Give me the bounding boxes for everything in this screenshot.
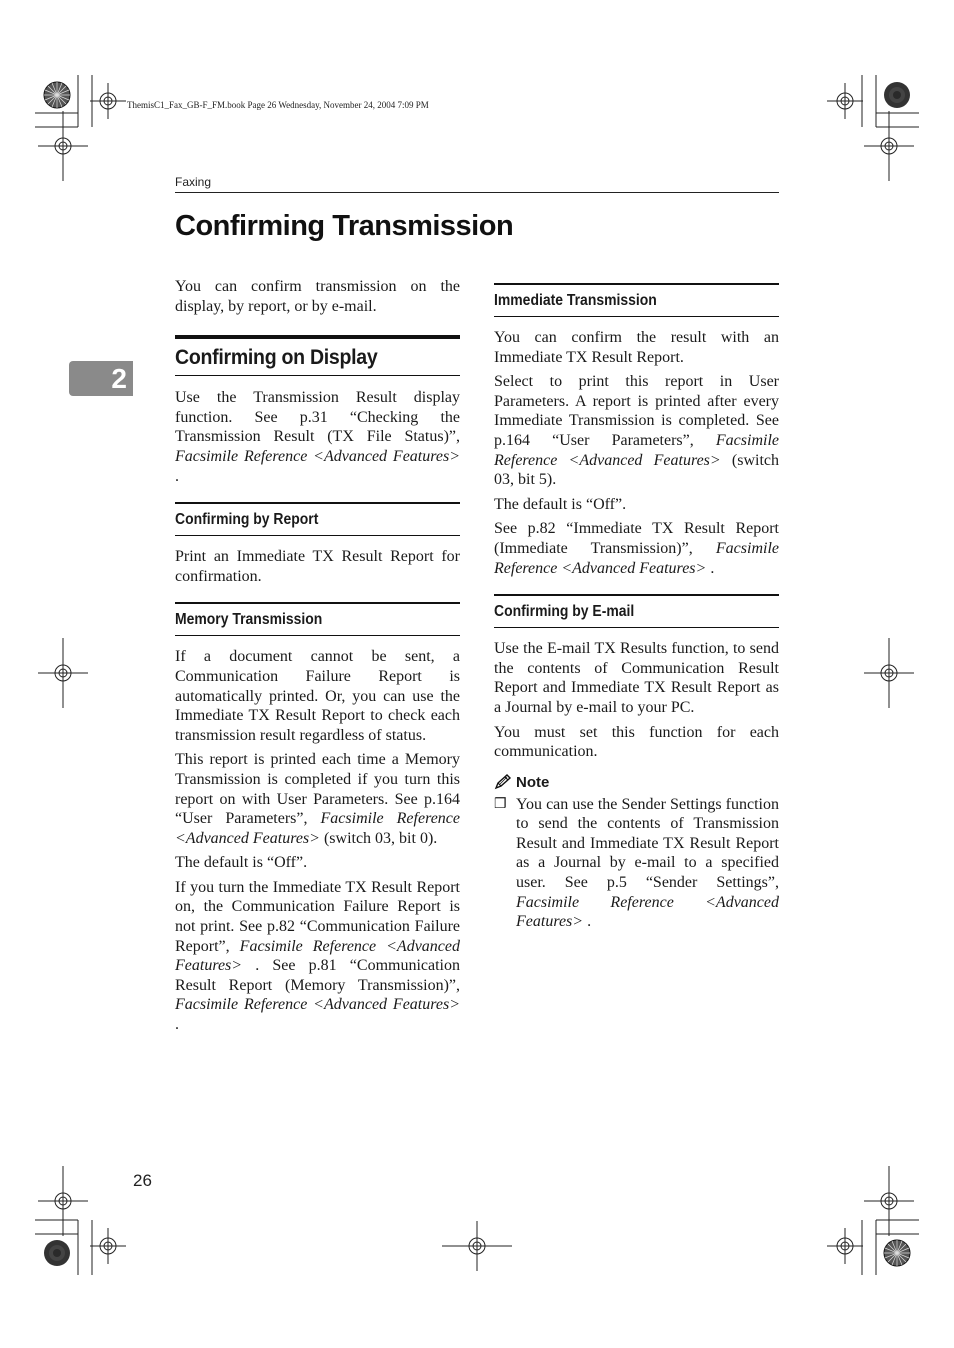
memory-paragraph-3: The default is “Off”. <box>175 854 308 872</box>
subsection-heading-immediate <box>494 283 779 317</box>
memory-paragraph-4: If you turn the Immediate TX Result Report on, the Communication Failure Report is not print. See p.82 “Communication Failure Report”, Facsimile Reference <Advanced Features> . See p.81 “Communication Result Report (Memory Transmission)”, Facsimile Reference <Advanced Features> . <box>175 878 461 1034</box>
print-info: ThemisC1_Fax_GB-F_FM.book Page 26 Wednesday, November 24, 2004 7:09 PM <box>127 100 429 110</box>
heading-confirming-by-email: Confirming by E-mail <box>494 603 635 621</box>
intro-paragraph: You can confirm transmission on the display, by report, or by e-mail. <box>175 278 460 315</box>
subsection-heading-memory <box>175 602 460 636</box>
left-column <box>175 277 460 1040</box>
reference-link: Facsimile Reference <Advanced Features> <box>175 810 460 847</box>
checkbox-bullet-icon: ❒ <box>494 796 507 812</box>
header-rule <box>175 192 779 193</box>
immediate-paragraph-1: You can confirm the result with an Immediate TX Result Report. <box>494 329 779 366</box>
subsection-heading-report <box>175 502 460 536</box>
pencil-icon <box>494 774 512 790</box>
report-paragraph: Print an Immediate TX Result Report for confirmation. <box>175 548 460 585</box>
heading-memory-transmission: Memory Transmission <box>175 611 323 629</box>
chapter-number: 2 <box>111 363 127 394</box>
reference-link: Facsimile Reference <Advanced Features> <box>516 893 779 931</box>
heading-immediate-transmission: Immediate Transmission <box>494 292 657 309</box>
immediate-paragraph-2: Select to print this report in User Parameters. A report is printed after every Immediate Transmission is completed. See p.164 “User Parameters”, Facsimile Reference <Advanced Features> (switch 03, bit 5). <box>494 373 779 489</box>
email-paragraph-2: You must set this function for each communication. <box>494 723 779 761</box>
chapter-tab <box>69 361 133 396</box>
email-paragraph-1: Use the E-mail TX Results function, to send the contents of Communication Result Report and Immediate TX Result Report as a Journal by e-mail to your PC. <box>494 640 779 716</box>
section-heading-display <box>175 335 460 376</box>
memory-paragraph-1: If a document cannot be sent, a Communication Failure Report is automatically printed. Or, you can use the Immediate TX Result Report to check each transmission result regardless of status. <box>175 648 460 744</box>
subsection-heading-email <box>494 594 779 628</box>
reference-link: Facsimile Reference <Advanced Features> <box>175 996 460 1014</box>
page-number: 26 <box>133 1171 152 1190</box>
note-item <box>494 795 779 937</box>
note-heading <box>494 774 779 791</box>
immediate-paragraph-3: The default is “Off”. <box>494 495 627 513</box>
memory-paragraph-2: This report is printed each time a Memory Transmission is completed if you turn this report on with User Parameters. See p.164 “User Parameters”, Facsimile Reference <Advanced Features> (switch 03, bit 0). <box>175 751 460 847</box>
display-paragraph: Use the Transmission Result display function. See p.31 “Checking the Transmission Result (TX File Status)”, Facsimile Reference <Advanced Features> . <box>175 389 460 485</box>
right-column <box>494 283 779 937</box>
page-title: Confirming Transmission <box>175 210 514 242</box>
note-text: You can use the Sender Settings function to send the contents of Transmission Result and Immediate TX Result Report as a Journal by e-mail to a specified user. See p.5 “Sender Settings”, Facsimile Reference <Advanced Features> . <box>516 795 779 931</box>
immediate-paragraph-4: See p.82 “Immediate TX Result Report (Immediate Transmission)”, Facsimile Reference <Advanced Features> . <box>494 520 779 577</box>
heading-confirming-on-display: Confirming on Display <box>175 346 378 370</box>
reference-link: Facsimile Reference <Advanced Features> <box>494 431 779 469</box>
reference-link: Facsimile Reference <Advanced Features> <box>175 937 461 975</box>
note-label: Note <box>516 773 550 791</box>
reference-link: Facsimile Reference <Advanced Features> <box>494 539 779 577</box>
reference-link: Facsimile Reference <Advanced Features> <box>175 447 460 465</box>
running-header: Faxing <box>175 175 212 189</box>
heading-confirming-by-report: Confirming by Report <box>175 511 319 529</box>
